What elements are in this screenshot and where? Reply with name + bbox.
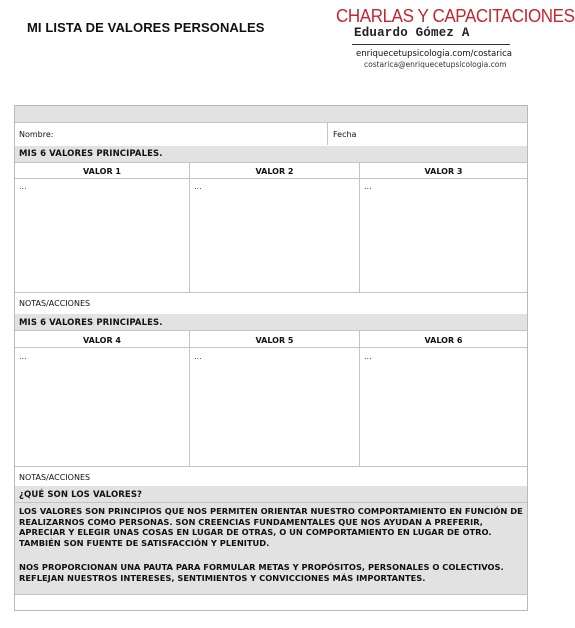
valor-4-header: VALOR 4 xyxy=(83,336,121,345)
notes-1-label: NOTAS/ACCIONES xyxy=(19,299,91,308)
name-field[interactable] xyxy=(55,124,325,144)
section-1-heading: MIS 6 VALORES PRINCIPALES. xyxy=(19,149,163,159)
brand-divider xyxy=(352,44,510,45)
date-label: Fecha xyxy=(333,130,357,139)
valor-3-placeholder: ... xyxy=(364,182,372,191)
notes-1-field[interactable] xyxy=(100,293,525,313)
valor-6-header: VALOR 6 xyxy=(424,336,463,345)
valor-1-cell[interactable] xyxy=(15,179,189,292)
section-2-heading: MIS 6 VALORES PRINCIPALES. xyxy=(19,318,163,328)
date-field[interactable] xyxy=(360,124,525,144)
valor-2-header: VALOR 2 xyxy=(255,167,294,176)
info-paragraph-2: NOS PROPORCIONAN UNA PAUTA PARA FORMULAR METAS Y PROPÓSITOS, PERSONALES O COLECTIVOS. REFLEJAN NUESTROS INTERESES, SENTIMIENTOS Y CONVICCIONES MÁS IMPORTANTES. xyxy=(19,562,504,583)
notes-2-field[interactable] xyxy=(100,467,525,485)
valor-6-placeholder: ... xyxy=(364,352,372,361)
divider xyxy=(15,162,527,163)
name-label: Nombre: xyxy=(19,130,54,139)
valor-4-placeholder: ... xyxy=(19,352,27,361)
notes-2-label: NOTAS/ACCIONES xyxy=(19,473,91,482)
valor-1-header: VALOR 1 xyxy=(83,167,121,176)
page-title: MI LISTA DE VALORES PERSONALES xyxy=(27,20,265,35)
brand-title: CHARLAS Y CAPACITACIONES xyxy=(336,6,575,27)
form-top-band xyxy=(15,106,527,122)
brand-website-link[interactable]: enriquecetupsicologia.com/costarica xyxy=(356,49,512,59)
info-heading: ¿QUÉ SON LOS VALORES? xyxy=(19,490,143,500)
valor-2-placeholder: ... xyxy=(194,182,202,191)
values-form xyxy=(14,105,528,611)
divider xyxy=(327,123,328,145)
divider xyxy=(15,122,527,123)
divider xyxy=(15,594,527,595)
valor-4-cell[interactable] xyxy=(15,348,189,466)
valor-6-cell[interactable] xyxy=(360,348,527,466)
info-paragraph-1: LOS VALORES SON PRINCIPIOS QUE NOS PERMITEN ORIENTAR NUESTRO COMPORTAMIENTO EN FUNCIÓN DE REALIZARNOS COMO PERSONAS. SON CREENCIAS FUNDAMENTALES QUE NOS AYUDAN A PREFERIR, APRECIAR Y ELEGIR UNAS COSAS EN LUGAR DE OTRAS, O UN COMPORTAMIENTO EN LUGAR DE OTRO. TAMBIÉN SON FUENTE DE SATISFACCIÓN Y PLENITUD. xyxy=(19,506,523,548)
valor-5-cell[interactable] xyxy=(190,348,359,466)
valor-5-placeholder: ... xyxy=(194,352,202,361)
brand-author: Eduardo Gómez A xyxy=(354,26,470,40)
valor-3-header: VALOR 3 xyxy=(424,167,463,176)
divider xyxy=(15,330,527,331)
valor-5-header: VALOR 5 xyxy=(255,336,294,345)
valor-1-placeholder: ... xyxy=(19,182,27,191)
brand-email-link[interactable]: costarica@enriquecetupsicologia.com xyxy=(364,60,507,69)
valor-2-cell[interactable] xyxy=(190,179,359,292)
valor-3-cell[interactable] xyxy=(360,179,527,292)
